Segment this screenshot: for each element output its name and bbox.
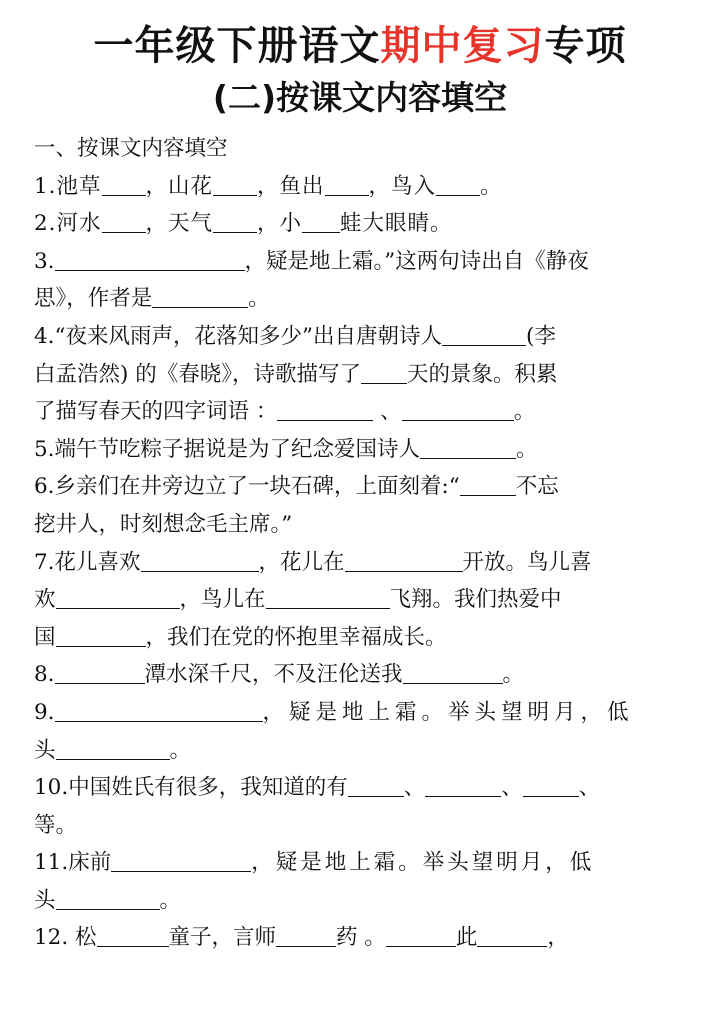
answer-blank[interactable] (420, 438, 516, 459)
answer-blank[interactable] (523, 776, 579, 797)
answer-blank[interactable] (213, 175, 257, 196)
answer-blank[interactable] (56, 739, 170, 760)
question-1: 1.池草 ，山花 ，鱼出 ，鸟入 。 (34, 173, 503, 199)
answer-blank[interactable] (277, 400, 373, 421)
answer-blank[interactable] (345, 551, 463, 572)
answer-blank[interactable] (460, 475, 516, 496)
section-heading: 一、按课文内容填空 (34, 136, 228, 161)
question-7-line-2: 欢 ，鸟儿在 飞翔。我们热爱中 (34, 587, 562, 613)
question-4-line-1: 4.“夜来风雨声，花落知多少”出自唐朝诗人 (李 (34, 323, 556, 349)
answer-blank[interactable] (97, 926, 169, 947)
answer-blank[interactable] (425, 776, 501, 797)
worksheet-body (34, 130, 684, 957)
answer-blank[interactable] (477, 926, 547, 947)
question-11-line-1: 11.床前 ，疑是地上霜。举头望明月，低 (34, 850, 595, 876)
answer-blank[interactable] (102, 212, 146, 233)
answer-blank[interactable] (276, 926, 336, 947)
answer-blank[interactable] (436, 175, 480, 196)
page-title (0, 14, 720, 71)
question-6-line-2: 挖井人，时刻想念毛主席。” (34, 511, 293, 537)
question-3-line-1: 3. ，疑是地上霜。”这两句诗出自《静夜 (34, 248, 589, 274)
question-9-line-1: 9. ，疑是地上霜。举头望明月，低 (34, 699, 634, 725)
page-subtitle: (二)按课文内容填空 (212, 78, 508, 117)
answer-blank[interactable] (56, 626, 146, 647)
answer-blank[interactable] (266, 588, 390, 609)
question-10-line-1: 10.中国姓氏有很多，我知道的有 、 、 、 (34, 775, 601, 801)
answer-blank[interactable] (348, 776, 404, 797)
answer-blank[interactable] (55, 250, 245, 271)
question-7-line-3: 国 ，我们在党的怀抱里幸福成长。 (34, 624, 447, 650)
answer-blank[interactable] (102, 175, 146, 196)
answer-blank[interactable] (302, 212, 340, 233)
answer-blank[interactable] (55, 701, 263, 722)
question-6-line-1: 6.乡亲们在井旁边立了一块石碑，上面刻着:“ 不忘 (34, 474, 559, 500)
answer-blank[interactable] (111, 851, 251, 872)
answer-blank[interactable] (56, 588, 180, 609)
question-5: 5.端午节吃粽子据说是为了纪念爱国诗人 。 (34, 436, 538, 462)
answer-blank[interactable] (403, 663, 503, 684)
title-part-3: 专项 (544, 23, 627, 69)
question-2: 2.河水 ，天气 ，小 蛙大眼睛。 (34, 211, 453, 237)
question-4-line-3: 了描写春天的四字词语 ： 、 。 (34, 399, 536, 425)
question-4-line-2: 白孟浩然) 的《春晓》，诗歌描写了 天的景象。积累 (34, 361, 558, 387)
question-12: 12. 松 童子，言师 药 。 此 ， (34, 925, 569, 951)
question-8: 8. 潭水深千尺，不及汪伦送我 。 (34, 662, 525, 688)
question-3-line-2: 思》，作者是 。 (34, 286, 270, 312)
question-7-line-1: 7.花儿喜欢 ，花儿在 开放。鸟儿喜 (34, 549, 592, 575)
answer-blank[interactable] (361, 363, 407, 384)
answer-blank[interactable] (386, 926, 456, 947)
question-9-line-2: 头 。 (34, 737, 192, 763)
question-10-line-2: 等。 (34, 812, 78, 838)
answer-blank[interactable] (55, 663, 145, 684)
answer-blank[interactable] (56, 889, 160, 910)
title-highlight: 期中复习 (380, 23, 545, 69)
answer-blank[interactable] (325, 175, 369, 196)
answer-blank[interactable] (442, 325, 526, 346)
answer-blank[interactable] (213, 212, 257, 233)
answer-blank[interactable] (141, 551, 259, 572)
answer-blank[interactable] (402, 400, 514, 421)
title-part-1: 一年级下册语文 (93, 23, 381, 69)
question-11-line-2: 头 。 (34, 887, 182, 913)
answer-blank[interactable] (152, 287, 248, 308)
